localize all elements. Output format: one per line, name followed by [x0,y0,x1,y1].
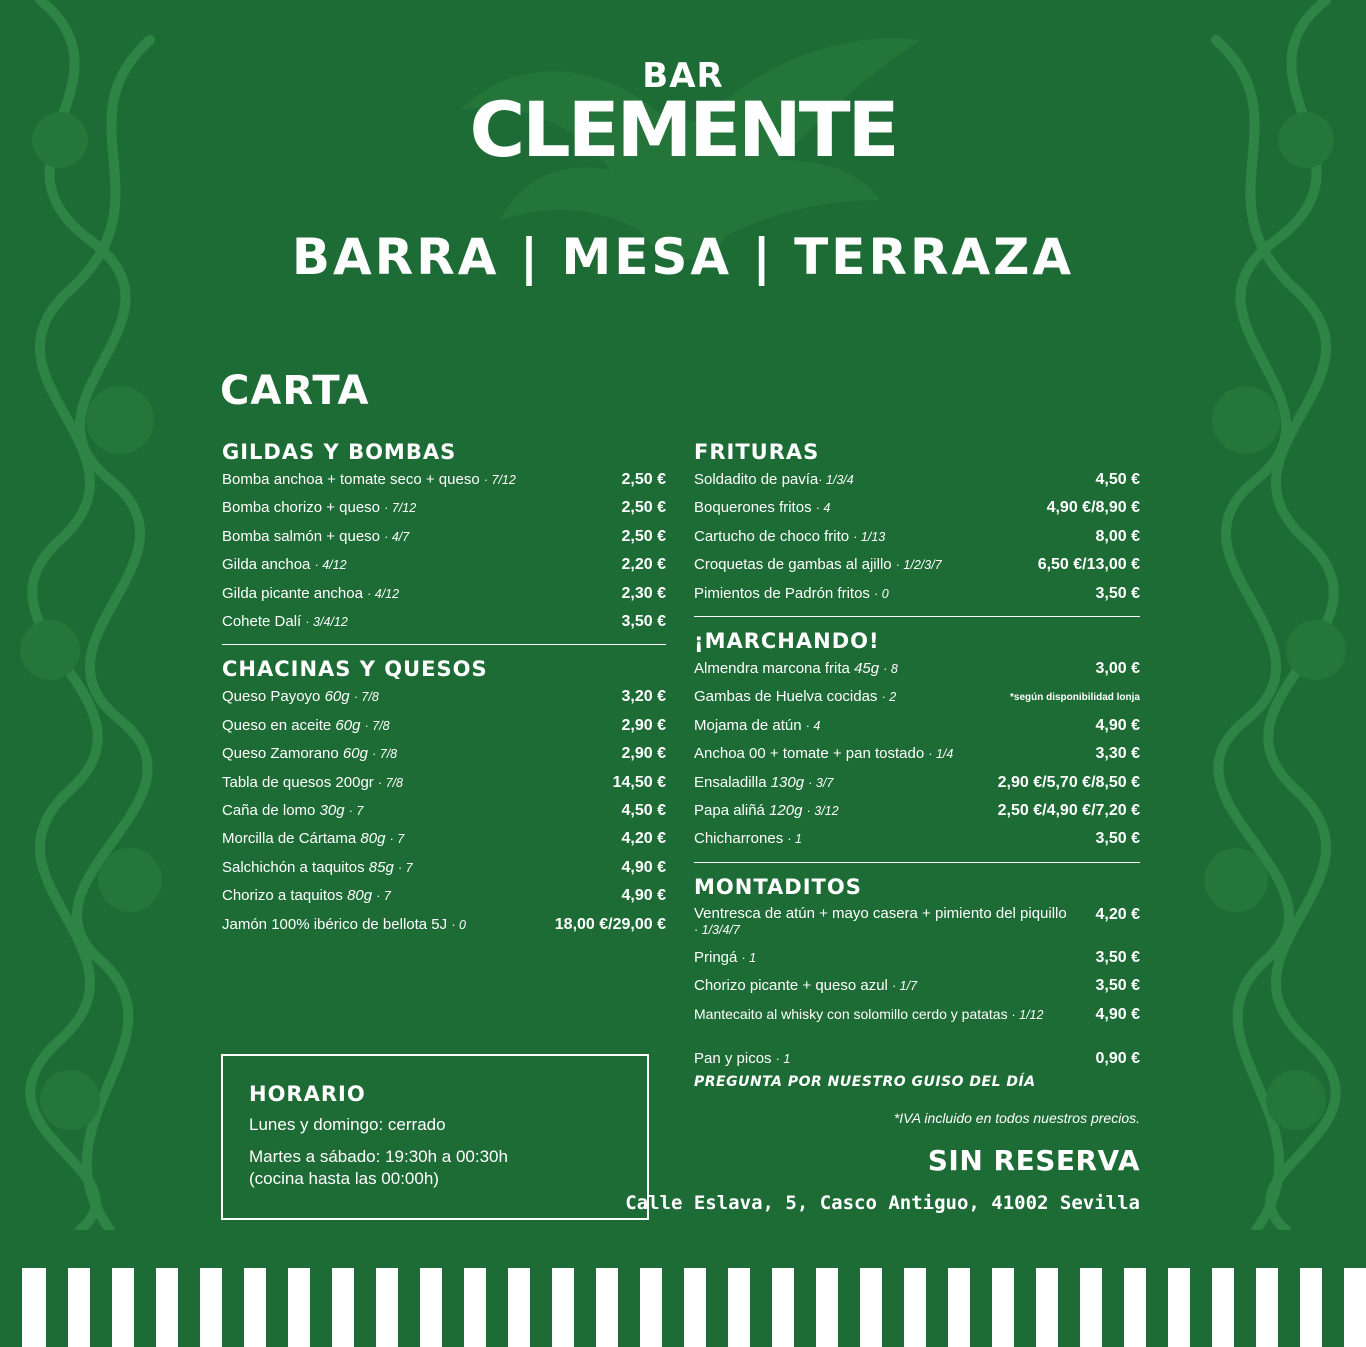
list-item: Mantecaito al whisky con solomillo cerdo y patatas · 1/12 4,90 € [694,1001,1140,1029]
list-item: Soldadito de pavía· 1/3/4 4,50 € [694,466,1140,494]
section-title-montaditos: MONTADITOS [694,874,862,899]
price: 3,50 € [621,613,666,631]
price: 2,50 € [621,527,666,545]
chacinas-list [222,683,666,939]
list-item: Ensaladilla 130g · 3/7 2,90 €/5,70 €/8,50 € [694,769,1140,797]
price: 8,00 € [1095,527,1140,545]
list-item: Queso Payoyo 60g · 7/8 3,20 € [222,683,666,711]
price: 3,30 € [1095,745,1140,763]
list-item: Gilda picante anchoa · 4/12 2,30 € [222,580,666,608]
sin-reserva-label: SIN RESERVA [927,1144,1140,1177]
section-divider [694,862,1140,863]
price: 3,50 € [1095,977,1140,995]
list-item: Bomba chorizo + queso · 7/12 2,50 € [222,494,666,522]
price: 3,50 € [1095,948,1140,966]
section-title-marchando: ¡MARCHANDO! [694,629,880,654]
address: Calle Eslava, 5, Casco Antiguo, 41002 Sevilla [625,1192,1140,1214]
section-divider [222,644,666,645]
section-title-frituras: FRITURAS [694,440,820,464]
price: 2,20 € [621,556,666,574]
price: 2,90 € [621,716,666,734]
list-item: Queso en aceite 60g · 7/8 2,90 € [222,712,666,740]
list-item: Boquerones fritos · 4 4,90 €/8,90 € [694,494,1140,522]
list-item: Ventresca de atún + mayo casera + pimiento del piquillo · 1/3/4/7 4,20 € [694,901,1140,944]
price: 14,50 € [612,773,666,791]
price: 4,20 € [1095,905,1140,923]
price: 4,90 € [621,858,666,876]
list-item: Papa aliñá 120g · 3/12 2,50 €/4,90 €/7,20 € [694,797,1140,825]
brand-bar-label: BAR [642,56,724,96]
list-item: Almendra marcona frita 45g · 8 3,00 € [694,655,1140,683]
section-divider [694,616,1140,617]
tagline: BARRA | MESA | TERRAZA [291,228,1075,286]
list-item: Chicharrones · 1 3,50 € [694,825,1140,853]
price: 3,20 € [621,688,666,706]
list-item: Caña de lomo 30g · 7 4,50 € [222,797,666,825]
tile-ornament-right-icon [1186,0,1366,1230]
price: 3,50 € [1095,584,1140,602]
list-item: Cartucho de choco frito · 1/13 8,00 € [694,523,1140,551]
list-item: Anchoa 00 + tomate + pan tostado · 1/4 3,30 € [694,740,1140,768]
list-item: Gilda anchoa · 4/12 2,20 € [222,551,666,579]
menu-column-left [222,438,666,939]
striped-awning-footer [0,1268,1366,1347]
gildas-list [222,466,666,636]
marchando-list [694,655,1140,854]
list-item: Pimientos de Padrón fritos · 0 3,50 € [694,580,1140,608]
iva-note: *IVA incluido en todos nuestros precios. [893,1109,1140,1126]
brand-logo-name: CLEMENTE [469,85,897,174]
section-title-chacinas: CHACINAS Y QUESOS [222,657,488,682]
list-item: Bomba anchoa + tomate seco + queso · 7/12 2,50 € [222,466,666,494]
price: 3,00 € [1095,660,1140,678]
price: 4,90 €/8,90 € [1046,499,1140,517]
extra-list [694,1045,1140,1073]
price: 4,50 € [621,802,666,820]
frituras-list [694,466,1140,608]
horario-kitchen: (cocina hasta las 00:00h) [249,1169,439,1188]
list-item: Morcilla de Cártama 80g · 7 4,20 € [222,825,666,853]
list-item: Gambas de Huelva cocidas · 2 *según disponibilidad lonja [694,683,1140,711]
horario-open-days: Martes a sábado: 19:30h a 00:30h [249,1147,508,1166]
price: 6,50 €/13,00 € [1037,556,1140,574]
price: 2,30 € [621,584,666,602]
list-item: Bomba salmón + queso · 4/7 2,50 € [222,523,666,551]
list-item: Chorizo a taquitos 80g · 7 4,90 € [222,882,666,910]
price: 2,50 € [621,499,666,517]
guiso-del-dia-notice: PREGUNTA POR NUESTRO GUISO DEL DÍA [694,1073,1036,1090]
price: 4,90 € [1095,1005,1140,1023]
list-item: Jamón 100% ibérico de bellota 5J · 0 18,00 €/29,00 € [222,911,666,939]
price: 4,90 € [621,887,666,905]
price: 2,50 €/4,90 €/7,20 € [997,802,1140,820]
list-item: Queso Zamorano 60g · 7/8 2,90 € [222,740,666,768]
carta-title: CARTA [220,368,370,414]
price: 4,90 € [1095,716,1140,734]
price: 2,90 €/5,70 €/8,50 € [997,773,1140,791]
horario-title: HORARIO [249,1082,366,1106]
list-item: Mojama de atún · 4 4,90 € [694,712,1140,740]
list-item: Cohete Dalí · 3/4/12 3,50 € [222,608,666,636]
list-item: Pan y picos · 1 0,90 € [694,1045,1140,1073]
price: 0,90 € [1095,1050,1140,1068]
horario-closed-days: Lunes y domingo: cerrado [249,1115,446,1134]
horario-box [221,1054,649,1220]
list-item: Salchichón a taquitos 85g · 7 4,90 € [222,854,666,882]
tile-ornament-left-icon [0,0,180,1230]
price: 2,50 € [621,471,666,488]
list-item: Pringá · 1 3,50 € [694,944,1140,972]
price: 18,00 €/29,00 € [554,915,666,933]
montaditos-list [694,901,1140,1029]
price: 3,50 € [1095,830,1140,848]
menu-column-right [694,438,1140,1126]
price: 4,50 € [1095,471,1140,488]
list-item: Chorizo picante + queso azul · 1/7 3,50 € [694,972,1140,1000]
list-item: Croquetas de gambas al ajillo · 1/2/3/7 6,50 €/13,00 € [694,551,1140,579]
section-title-gildas: GILDAS Y BOMBAS [222,440,457,464]
price: 2,90 € [621,745,666,763]
availability-note: *según disponibilidad lonja [1009,691,1140,703]
list-item: Tabla de quesos 200gr · 7/8 14,50 € [222,769,666,797]
price: 4,20 € [621,830,666,848]
